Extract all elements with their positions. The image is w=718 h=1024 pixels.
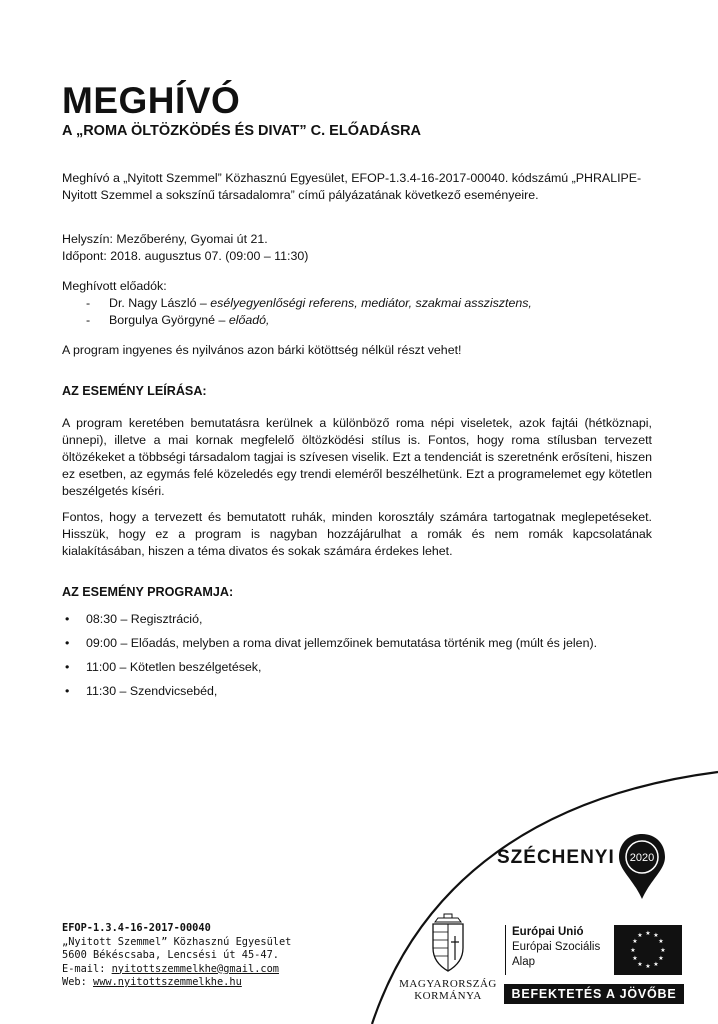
org-name: „Nyitott Szemmel” Közhasznú Egyesület <box>62 935 292 948</box>
szechenyi-year: 2020 <box>629 852 655 864</box>
speaker-role: előadó, <box>228 313 270 327</box>
program-item: • 08:30 – Regisztráció, <box>62 611 652 635</box>
description-heading: AZ ESEMÉNY LEÍRÁSA: <box>62 384 207 398</box>
org-address: 5600 Békéscsaba, Lencsési út 45-47. <box>62 949 279 961</box>
svg-text:★: ★ <box>660 947 666 954</box>
web-link[interactable]: www.nyitottszemmelkhe.hu <box>93 976 242 988</box>
hungarian-government-label <box>398 978 498 1002</box>
web-label: Web: <box>62 976 93 988</box>
szechenyi-logo-text: SZÉCHENYI <box>497 847 615 868</box>
intro-paragraph: Meghívó a „Nyitott Szemmel” Közhasznú Egyesület, EFOP-1.3.4-16-2017-00040. kódszámú „PHRALIPE-Nyitott Szemmel a sokszínű társadalomra” című pályázatának következő eseményeire. <box>62 171 642 202</box>
description-paragraph-1: A program keretében bemutatásra kerülnek a különböző roma népi viseletek, azok fajtái (hétköznapi, ünnepi), illetve a mai kornak megfelelő öltözködési stílus is. Fontos, hogy roma stílusban tervezett öltözékeket a többségi társadalom tagjai is szívesen viselik. Ezt a tendenciát is szeretnénk erősíteni, hiszen ez esetben, az egymás felé közeledés egy trendi eleméről beszélhetünk. Ezt a programelemet egy kötetlen beszélgetés kíséri. <box>62 416 652 498</box>
project-code: EFOP-1.3.4-16-2017-00040 <box>62 922 211 934</box>
speakers-heading: Meghívott előadók: <box>62 279 167 293</box>
page-subtitle: A „ROMA ÖLTÖZKÖDÉS ÉS DIVAT” C. ELŐADÁSRA <box>62 123 422 139</box>
web-line <box>62 976 342 990</box>
email-line <box>62 963 342 977</box>
speaker-role: esélyegyenlőségi referens, mediátor, szakmai asszisztens, <box>210 296 532 310</box>
svg-text:★: ★ <box>632 938 638 945</box>
free-note: A program ingyenes és nyilvános azon bárki kötöttség nélkül részt vehet! <box>62 343 462 357</box>
eu-flag-icon <box>614 925 682 975</box>
szechenyi-pin-icon <box>617 832 667 902</box>
gov-line-2: KORMÁNYA <box>414 990 482 1002</box>
speaker-name: Borgulya Györgyné – <box>109 313 229 327</box>
hungarian-crest-icon <box>425 912 471 974</box>
email-label: E-mail: <box>62 962 112 975</box>
svg-text:★: ★ <box>632 955 638 962</box>
svg-text:★: ★ <box>637 961 643 968</box>
svg-text:★: ★ <box>653 932 659 939</box>
svg-text:★: ★ <box>645 963 651 970</box>
eu-line-3: Alap <box>512 956 536 968</box>
svg-text:★: ★ <box>645 930 651 937</box>
svg-text:★: ★ <box>658 938 664 945</box>
gov-line-1: MAGYARORSZÁG <box>399 978 497 990</box>
footer-contact <box>62 922 342 990</box>
page-title: MEGHÍVÓ <box>62 80 241 121</box>
speaker-name: Dr. Nagy László – <box>109 296 211 310</box>
location-line: Helyszín: Mezőberény, Gyomai út 21. <box>62 232 268 246</box>
description-paragraph-2: Fontos, hogy a tervezett és bemutatott ruhák, minden korosztály számára tartogatnak meglepetéseket. Hisszük, hogy ez a program is nagyban hozzájárulhat a romák és nem romák kapcsolatának kialakításában, hiszen a téma divatos és sokak számára érdekes lehet. <box>62 510 652 558</box>
eu-fund-label <box>505 925 608 975</box>
program-item: • 11:00 – Kötetlen beszélgetések, <box>62 659 652 683</box>
eu-line-2: Európai Szociális <box>512 941 601 953</box>
email-link[interactable]: nyitottszemmelkhe@gmail.com <box>111 962 279 975</box>
svg-text:★: ★ <box>630 947 636 954</box>
program-item: • 09:00 – Előadás, melyben a roma divat jellemzőinek bemutatása történik meg (múlt és jelen). <box>62 635 652 659</box>
svg-text:★: ★ <box>658 955 664 962</box>
svg-text:★: ★ <box>637 932 643 939</box>
program-heading: AZ ESEMÉNY PROGRAMJA: <box>62 585 234 599</box>
svg-text:★: ★ <box>653 961 659 968</box>
time-line: Időpont: 2018. augusztus 07. (09:00 – 11:30) <box>62 249 309 263</box>
invest-banner: BEFEKTETÉS A JÖVŐBE <box>504 984 684 1004</box>
eu-line-1: Európai Unió <box>512 926 584 938</box>
program-item: • 11:30 – Szendvicsebéd, <box>62 683 652 707</box>
